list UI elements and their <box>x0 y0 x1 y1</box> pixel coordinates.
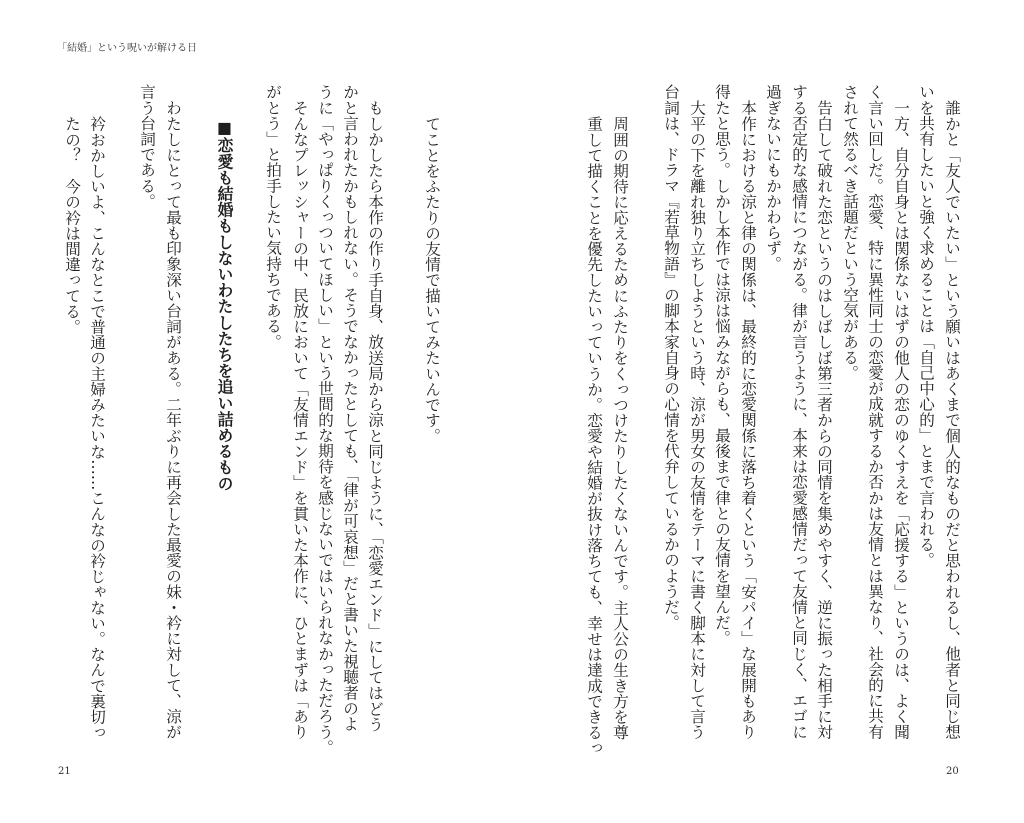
text-line: がとう」と拍手したい気持ちである。 <box>264 84 282 350</box>
text-line: く言い回しだ。恋愛、特に異性同士の恋愛が成就するか否かは友情とは異なり、社会的に共有 <box>866 84 884 740</box>
right-page <box>512 0 1024 823</box>
text-line: 台詞は、ドラマ『若草物語』の脚本家自身の心情を代弁しているかのようだ。 <box>662 84 680 630</box>
text-line: いを共有したいと強く求めることは「自己中心的」とまで言われる。 <box>917 84 935 568</box>
text-line: 大平の下を離れ独り立ちしようという時、涼が男女の友情をテーマに書く脚本に対して言う <box>688 99 706 740</box>
quote-line: 周囲の期待に応えるためにふたりをくっつけたりしたくないんです。主人公の生き方を尊 <box>611 116 629 740</box>
quote-line: てことをふたりの友情で描いてみたいんです。 <box>423 116 441 444</box>
text-line: うに「やっぱりくっついてほしい」という世間的な期待を感じないではいられなかっただろう。 <box>316 84 334 755</box>
running-head: 「結婚」という呪いが解ける日 <box>57 43 197 54</box>
quote-line: 衿おかしいよ、こんなとこで普通の主婦みたいな……こんなの衿じゃない。なんで裏切っ <box>88 116 106 740</box>
text-line: する否定的な感情につながる。律が言うように、本来は恋愛感情だって友情と同じく、エゴに <box>790 84 808 740</box>
text-line: もしかしたら本作の作り手自身、放送局から涼と同じように、「恋愛エンド」にしてはどう <box>366 99 384 732</box>
quote-line: たの？ 今の衿は間違ってる。 <box>63 116 81 335</box>
text-line: そんなプレッシャーの中、民放において「友情エンド」を貫いた本作に、ひとまずは「あり <box>291 99 309 740</box>
text-line: わたしにとって最も印象深い台詞がある。二年ぶりに再会した最愛の妹・衿に対して、涼が <box>164 99 182 740</box>
text-line: かと言われたかもしれない。そうでなかったとしても、「律が可哀想」だと書いた視聴者のよ <box>341 84 359 732</box>
text-line: 言う台詞である。 <box>138 84 156 209</box>
section-heading: ■恋愛も結婚もしないわたしたちを追い詰めるもの <box>215 118 234 492</box>
text-line: されて然るべき話題だという空気がある。 <box>841 84 859 381</box>
quote-line: 重して描くことを優先したいっていうか。恋愛や結婚が抜け落ちても、幸せは達成できるっ <box>585 116 603 756</box>
text-line: 誰かと「友人でいたい」という願いはあくまで個人的なものだと思われるし、他者と同じ想 <box>943 99 961 740</box>
page-number: 20 <box>946 766 959 777</box>
text-line: 本作における涼と律の関係は、最終的に恋愛関係に落ち着くという「安パイ」な展開もあり <box>739 99 757 740</box>
text-line: 一方、自分自身とは関係ないはずの他人の恋のゆくすえを「応援する」というのは、よく聞 <box>892 99 910 740</box>
text-line: 過ぎないにもかかわらず。 <box>764 84 782 272</box>
text-line: 告白して破れた恋というのはしばしば第三者からの同情を集めやすく、逆に振った相手に対 <box>815 99 833 740</box>
text-line: 得たと思う。しかし本作では涼は悩みながらも、最後まで律との友情を望んだ。 <box>713 84 731 646</box>
page-number: 21 <box>58 766 71 777</box>
